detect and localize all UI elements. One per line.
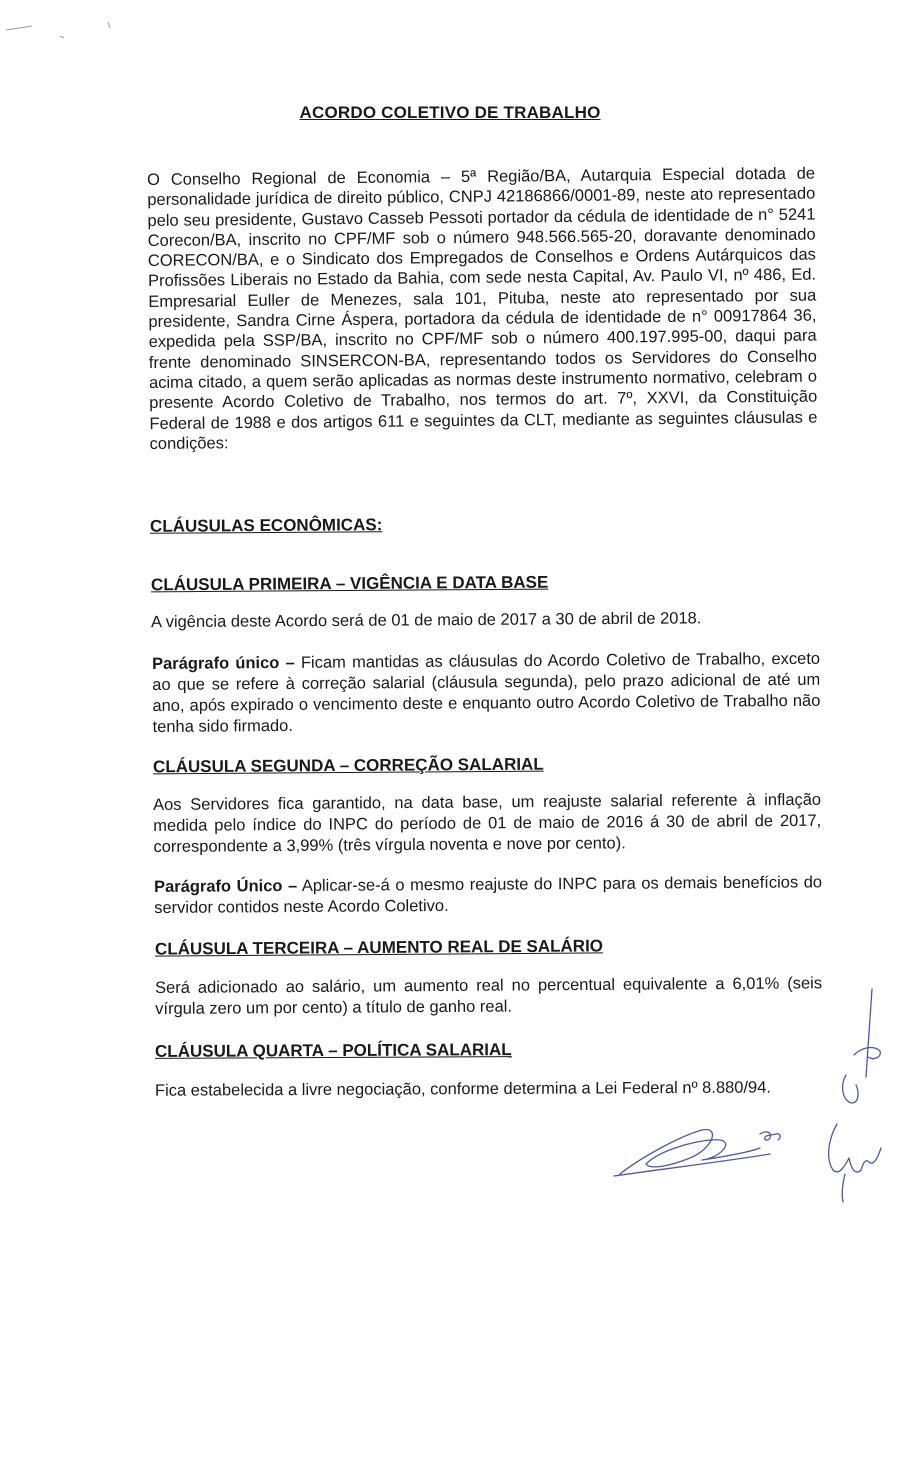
scan-marks xyxy=(0,0,140,50)
clausula-terceira-text: Será adicionado ao salário, um aumento real no percentual equivalente a 6,01% (seis vírgula zero um por cento) a título de ganho real. xyxy=(155,974,823,1018)
document-title: ACORDO COLETIVO DE TRABALHO xyxy=(299,103,601,122)
paragrafo-label: Parágrafo único – xyxy=(152,653,295,673)
signature-center xyxy=(610,1118,810,1188)
intro-paragraph: O Conselho Regional de Economia – 5ª Região/BA, Autarquia Especial dotada de personalidade jurídica de direito público, CNPJ 42186866/0001-89, neste ato representado pelo seu presidente, Gustavo Casseb Pessoti portador da cédula de identidade de n° 5241 Corecon/BA, inscrito no CPF/MF sob o número 948.566.565-20, doravante denominado CORECON/BA, e o Sindicato dos Empregados de Conselhos e Ordens Autárquicos das Profissões Liberais no Estado da Bahia, com sede nesta Capital, Av. Paulo VI, nº 486, Ed. Empresarial Euller de Menezes, sala 101, Pituba, neste ato representado por sua presidente, Sandra Cirne Áspera, portadora da cédula de identidade de n° 00917864 36, expedida pela SSP/BA, inscrito no CPF/MF sob o número 400.197.995-00, daqui para frente denominado SINSERCON-BA, representando todos os Servidores do Conselho acima citado, a quem serão aplicadas as normas deste instrumento normativo, celebram o presente Acordo Coletivo de Trabalho, nos termos do art. 7º, XXVI, da Constituição Federal de 1988 e dos artigos 611 e seguintes da CLT, mediante as seguintes cláusulas e condições: xyxy=(147,164,818,453)
clausula-segunda-text: Aos Servidores fica garantido, na data base, um reajuste salarial referente à inflação medida pelo índice do INPC do período de 01 de maio de 2016 á 30 de abril de 2017, correspondente a 3,99% (três vírgula noventa e nove por cento). xyxy=(153,790,822,856)
signature-right-lower xyxy=(815,1118,895,1208)
paragrafo-label: Parágrafo Único – xyxy=(154,877,298,896)
clausula-primeira-heading: CLÁUSULA PRIMEIRA – VIGÊNCIA E DATA BASE xyxy=(150,572,549,595)
section-heading-economicas: CLÁUSULAS ECONÔMICAS: xyxy=(149,515,383,536)
clausula-primeira-text: A vigência deste Acordo será de 01 de maio de 2017 a 30 de abril de 2018. xyxy=(150,609,702,632)
clausula-segunda-paragrafo xyxy=(154,872,822,919)
signature-right-upper xyxy=(832,985,892,1115)
paragrafo-text: Aplicar-se-á o mesmo reajuste do INPC para os demais benefícios do servidor contidos neste Acordo Coletivo. xyxy=(154,873,823,917)
clausula-segunda-heading: CLÁUSULA SEGUNDA – CORREÇÃO SALARIAL xyxy=(152,754,544,777)
clausula-primeira-paragrafo xyxy=(152,649,821,738)
clausula-quarta-text: Fica estabelecida a livre negociação, conforme determina a Lei Federal nº 8.880/94. xyxy=(154,1078,772,1100)
clausula-terceira-heading: CLÁUSULA TERCEIRA – AUMENTO REAL DE SALÁRIO xyxy=(154,936,604,959)
paragrafo-text: Ficam mantidas as cláusulas do Acordo Coletivo de Trabalho, exceto ao que se refere à correção salarial (cláusula segunda), pelo prazo adicional de até um ano, após expirado o vencimento deste e enquanto outro Acordo Coletivo de Trabalho não tenha sido firmado. xyxy=(152,649,821,736)
clausula-quarta-heading: CLÁUSULA QUARTA – POLÍTICA SALARIAL xyxy=(154,1040,512,1061)
